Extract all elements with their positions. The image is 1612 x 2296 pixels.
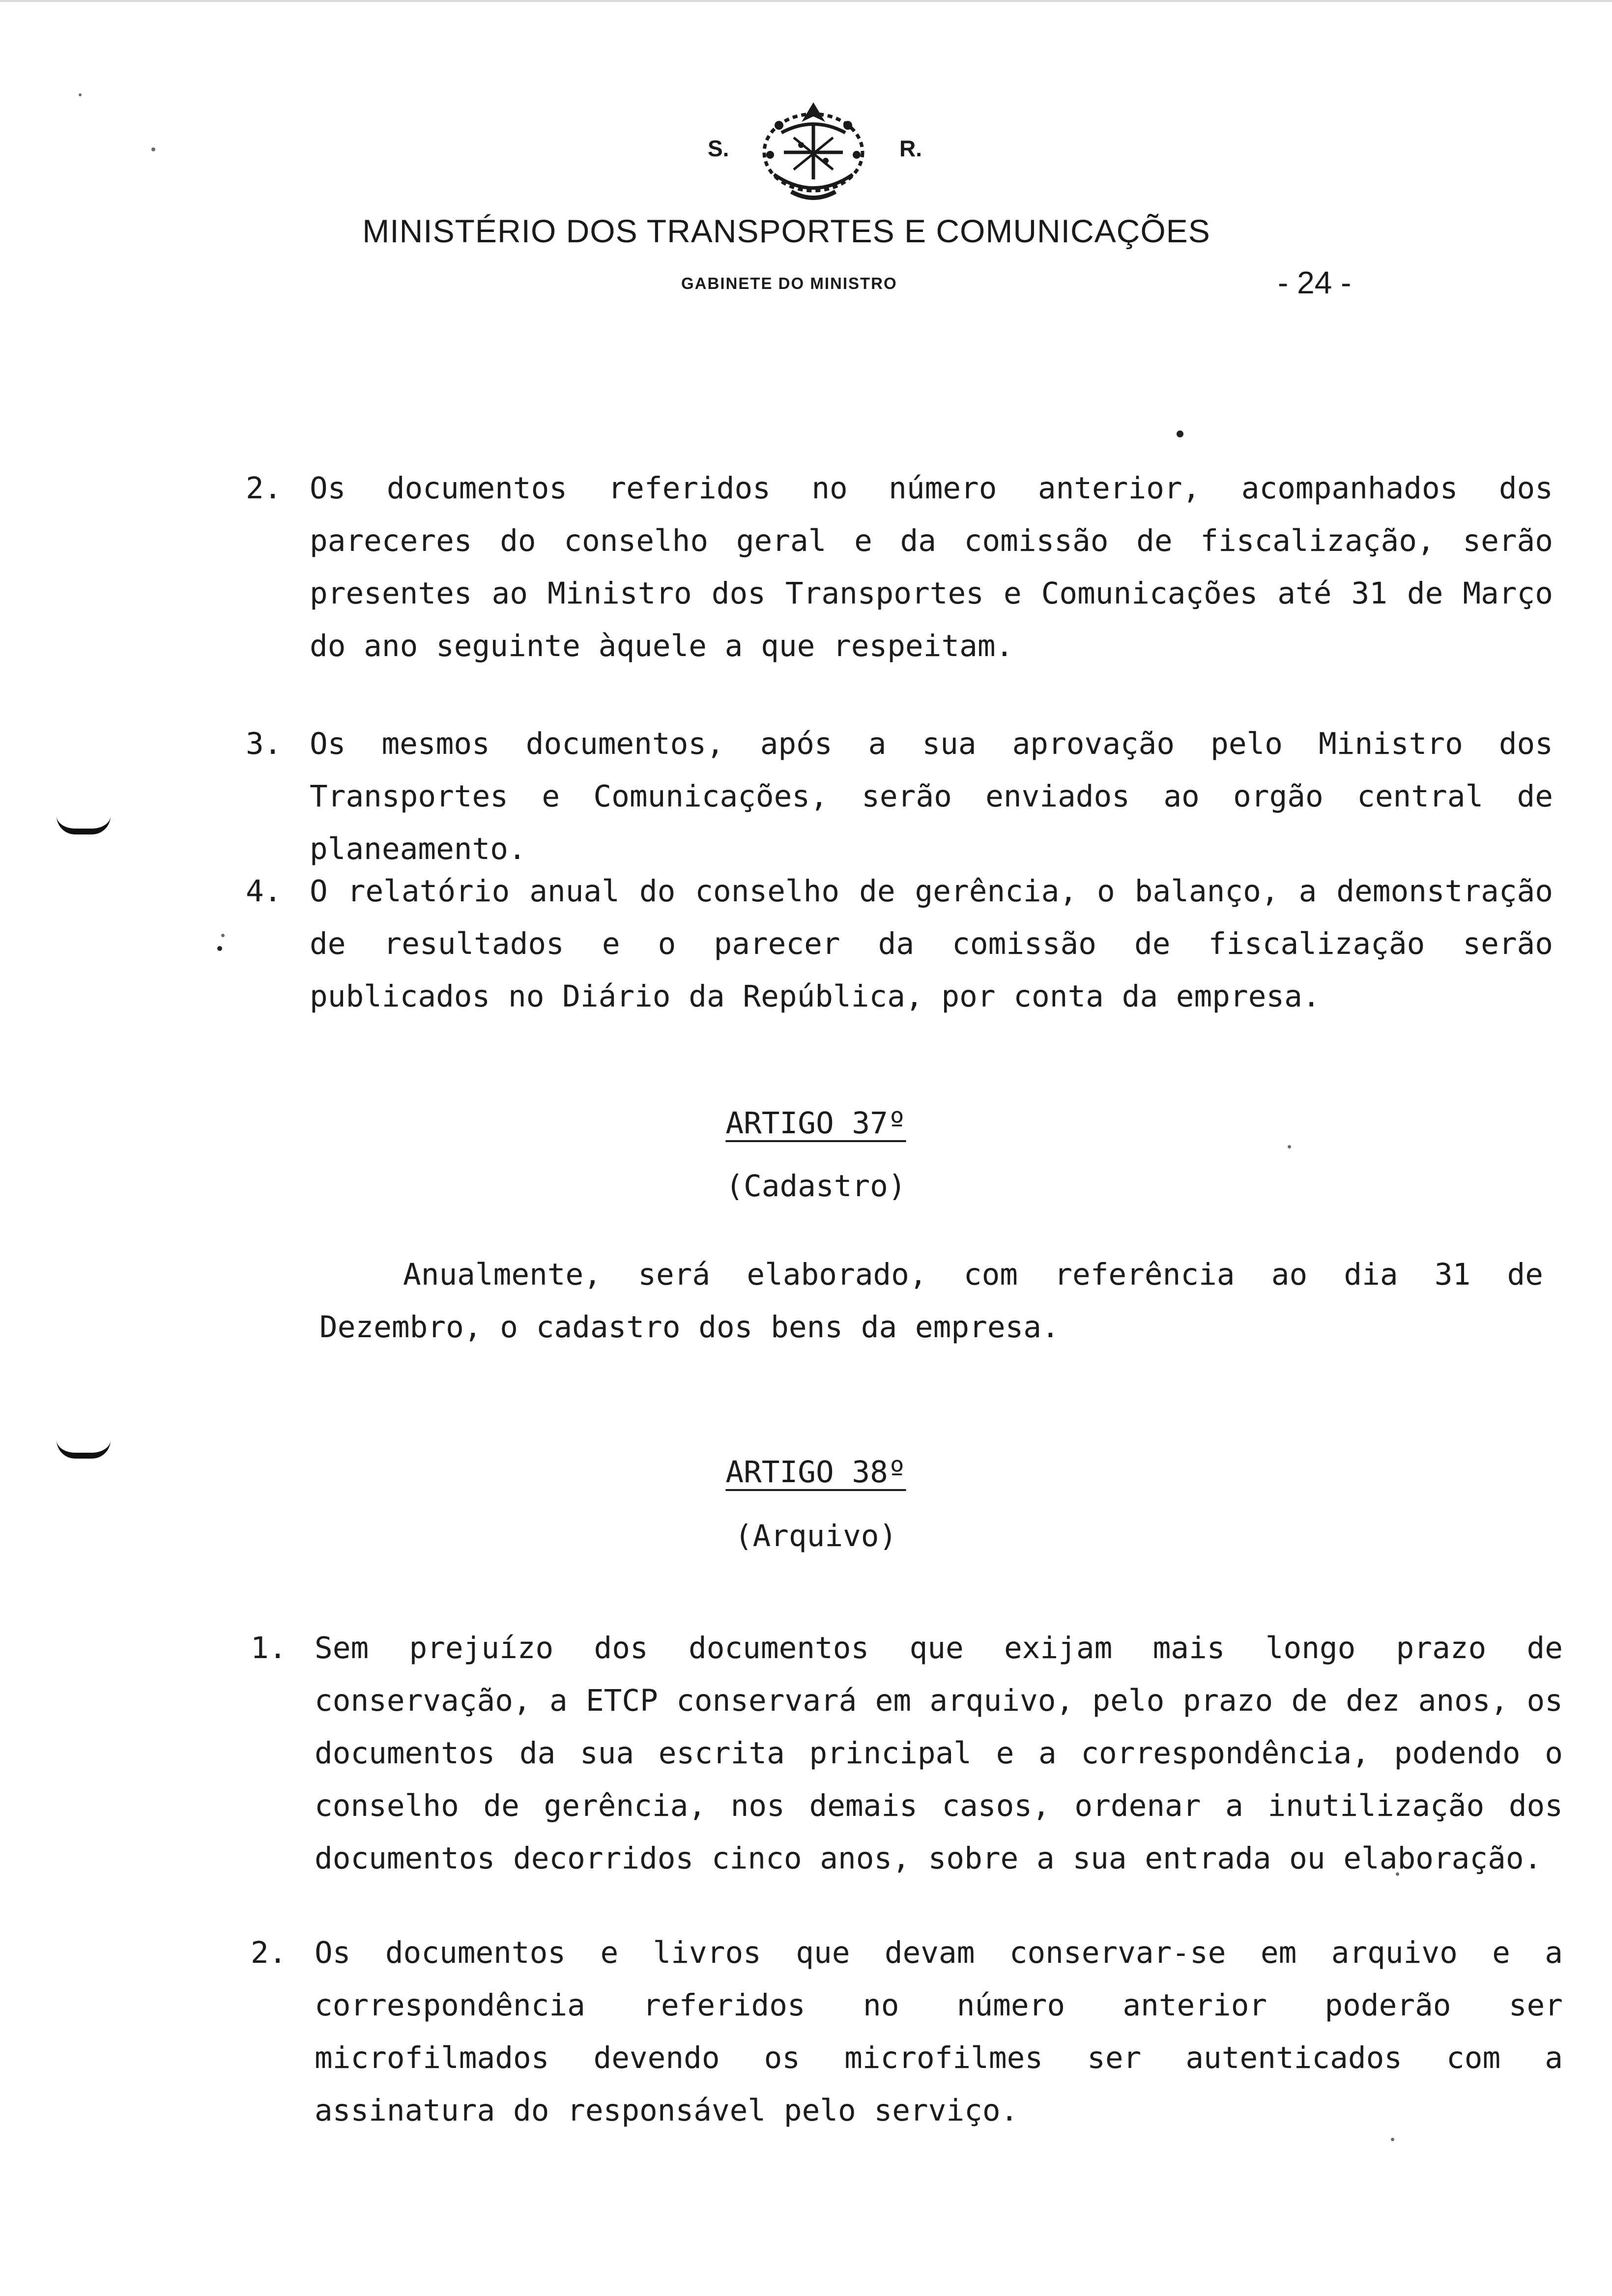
coat-of-arms-icon: [745, 96, 882, 209]
list-item: [251, 1622, 1568, 1897]
scan-speck: [79, 93, 82, 96]
article-38-title-text: ARTIGO 38º: [725, 1455, 906, 1490]
item-text: Sem prejuízo dos documentos que exijam mais longo prazo de conservação, a ETCP conservará em arquivo, pelo prazo de dez anos, os documentos da sua escrita principal e a correspondência, podendo o conselho de gerência, nos demais casos, ordenar a inutilização dos documentos decorridos cinco anos, sobre a sua entrada ou elaboração.: [315, 1631, 1563, 1876]
scan-speck: [1288, 1145, 1291, 1148]
article-37-subtitle: (Cadastro): [725, 1169, 906, 1204]
scan-speck: [217, 946, 222, 951]
coat-of-arms-seal: [688, 96, 944, 209]
list-item: [246, 462, 1563, 678]
seal-letter-left: S.: [708, 136, 729, 161]
scan-speck: [1391, 2138, 1394, 2141]
top-edge-rule: [0, 0, 1612, 2]
article-38-title: [10, 1455, 1612, 1490]
article-37-body: Anualmente, será elaborado, com referência ao dia 31 de Dezembro, o cadastro dos bens da empresa.: [319, 1257, 1543, 1345]
page-number: - 24 -: [1278, 265, 1352, 300]
scan-speck: [151, 147, 155, 151]
list-item: [246, 865, 1563, 1027]
scan-speck: [1177, 430, 1183, 437]
item-text: O relatório anual do conselho de gerência, o balanço, a demonstração de resultados e o parecer da comissão de fiscalização serão publicados no Diário da República, por conta da empresa.: [310, 874, 1553, 1014]
seal-letter-right: R.: [899, 136, 922, 161]
item-number: 2.: [246, 471, 282, 506]
article-37-title-text: ARTIGO 37º: [725, 1106, 906, 1141]
item-text: Os documentos e livros que devam conservar-se em arquivo e a correspondência referidos no número anterior poderão ser microfilmados devendo os microfilmes ser autenticados com a assinatura do responsável pelo serviço.: [315, 1935, 1563, 2128]
binder-clip-mark: [57, 816, 111, 834]
article-38-subtitle: (Arquivo): [734, 1519, 897, 1553]
item-number: 3.: [246, 726, 282, 761]
item-text: Os mesmos documentos, após a sua aprovação pelo Ministro dos Transportes e Comunicações, serão enviados ao orgão central de planeamento.: [310, 726, 1553, 866]
article-37-title: [10, 1106, 1612, 1141]
item-number: 2.: [251, 1935, 287, 1970]
ministry-heading: MINISTÉRIO DOS TRANSPORTES E COMUNICAÇÕES: [362, 213, 1210, 249]
list-item: [251, 1926, 1568, 2128]
item-number: 1.: [251, 1631, 287, 1665]
item-text: Os documentos referidos no número anterior, acompanhados dos pareceres do conselho geral e da comissão de fiscalização, serão presentes ao Ministro dos Transportes e Comunicações até 31 de Março do ano seguinte àquele a que respeitam.: [310, 471, 1553, 663]
item-number: 4.: [246, 874, 282, 909]
scan-speck: [221, 934, 225, 937]
list-item: [246, 718, 1563, 866]
office-subheading: GABINETE DO MINISTRO: [681, 274, 897, 292]
